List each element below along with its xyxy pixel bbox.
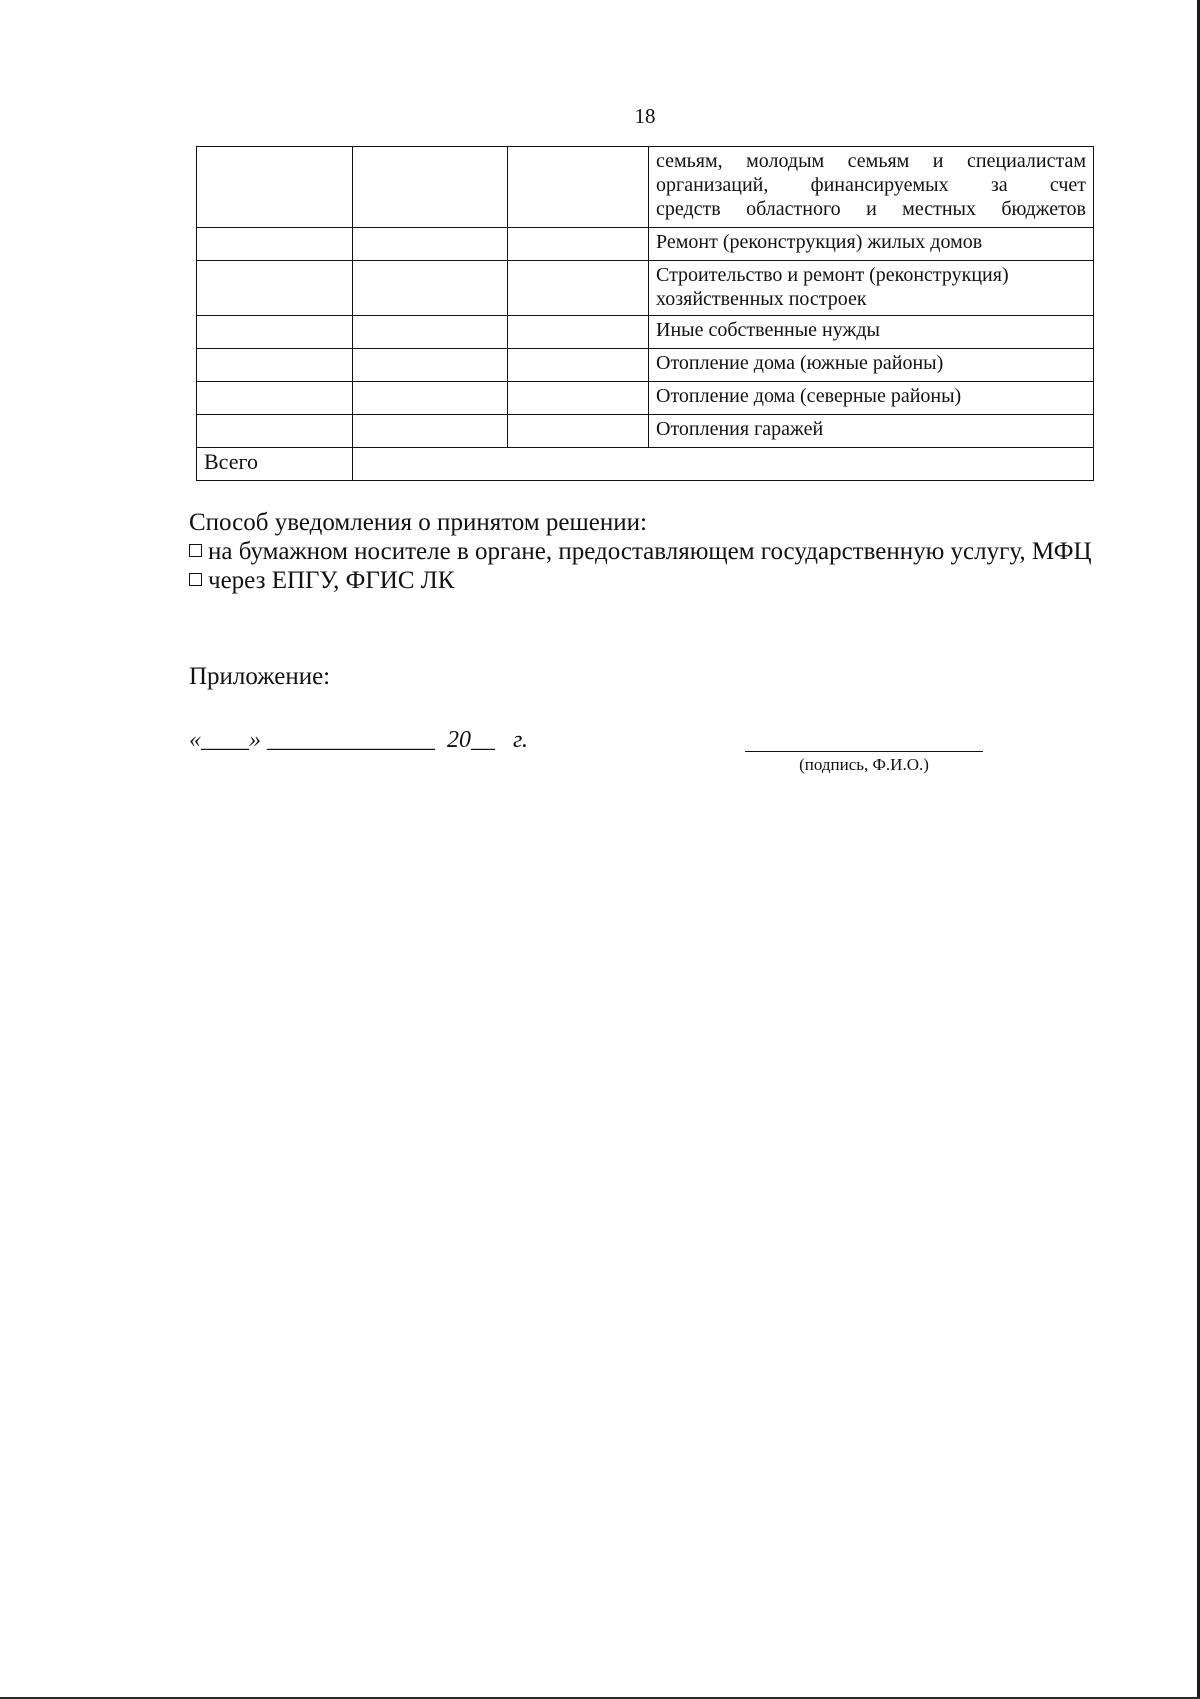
table-row	[197, 415, 1094, 448]
table-cell	[508, 316, 649, 349]
table-row	[197, 147, 1094, 228]
table-cell	[353, 316, 508, 349]
total-value	[353, 448, 1094, 481]
table-cell	[197, 228, 353, 261]
table-cell	[197, 261, 353, 316]
notification-method-section	[189, 508, 1109, 595]
table-cell-purpose: Строительство и ремонт (реконструкция) хозяйственных построек	[649, 261, 1094, 316]
table-cell	[197, 382, 353, 415]
notification-heading: Способ уведомления о принятом решении:	[189, 509, 647, 536]
table-cell	[197, 415, 353, 448]
signature-line	[745, 751, 983, 752]
table-row	[197, 349, 1094, 382]
table-cell	[353, 228, 508, 261]
table-cell	[508, 228, 649, 261]
option-label: через ЕПГУ, ФГИС ЛК	[208, 567, 455, 594]
purpose-line: семьям, молодым семьям и специалистам	[656, 150, 1086, 172]
table-row	[197, 316, 1094, 349]
table-row	[197, 228, 1094, 261]
signature-caption: (подпись, Ф.И.О.)	[799, 755, 929, 774]
table-cell	[508, 349, 649, 382]
table-cell	[197, 147, 353, 228]
table-cell	[508, 261, 649, 316]
table-cell	[197, 349, 353, 382]
attachment-label: Приложение:	[189, 663, 331, 690]
table-total-row	[197, 448, 1094, 481]
table-row	[197, 382, 1094, 415]
notification-option-online	[189, 566, 1109, 595]
table-cell	[353, 382, 508, 415]
table-cell-purpose: Ремонт (реконструкция) жилых домов	[649, 228, 1094, 261]
table-cell	[508, 147, 649, 228]
table-cell	[353, 415, 508, 448]
table-cell-purpose: Отопление дома (северные районы)	[649, 382, 1094, 415]
purpose-line: организаций, финансируемых за счет	[656, 174, 1086, 196]
notification-option-paper	[189, 537, 1109, 566]
page-number: 18	[634, 104, 656, 128]
table-cell	[508, 415, 649, 448]
table-row	[197, 261, 1094, 316]
checkbox-icon[interactable]	[189, 544, 202, 557]
table-cell	[508, 382, 649, 415]
table-cell-purpose: Отопления гаражей	[649, 415, 1094, 448]
allocation-table	[196, 146, 1094, 481]
table-cell	[197, 316, 353, 349]
table-cell-purpose: Иные собственные нужды	[649, 316, 1094, 349]
table-cell-purpose	[649, 147, 1094, 228]
table-cell	[353, 147, 508, 228]
date-field: «____» ______________ 20__ г.	[189, 727, 529, 753]
option-label: на бумажном носителе в органе, предоставляющем государственную услугу, МФЦ	[208, 538, 1092, 565]
purpose-line: средств областного и местных бюджетов	[656, 198, 1086, 220]
total-label: Всего	[197, 448, 353, 481]
table-cell	[353, 349, 508, 382]
table-cell-purpose: Отопление дома (южные районы)	[649, 349, 1094, 382]
checkbox-icon[interactable]	[189, 573, 202, 586]
table-cell	[353, 261, 508, 316]
